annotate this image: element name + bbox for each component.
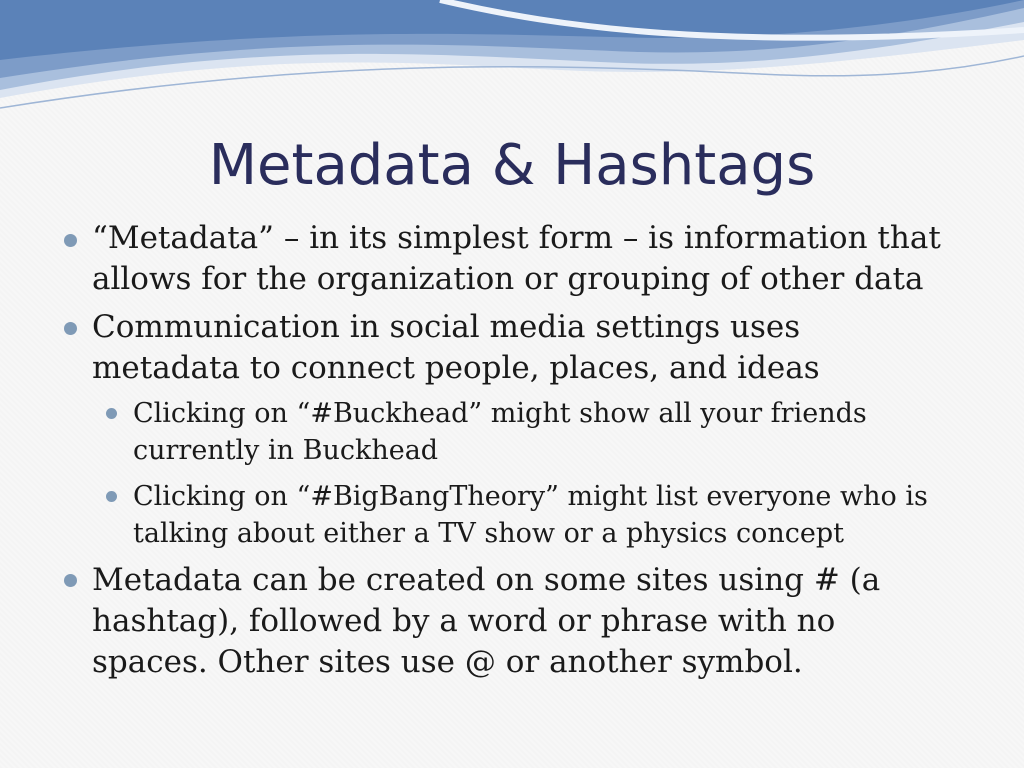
sub-bullet-icon bbox=[106, 408, 117, 419]
bullet-item: Metadata can be created on some sites using # (a hashtag), followed by a word or phrase with no spaces. Other sites use @ or another symbol. bbox=[92, 562, 881, 680]
sub-bullet-item: Clicking on “#Buckhead” might show all your friends currently in Buckhead bbox=[133, 398, 867, 466]
bullet-item: “Metadata” – in its simplest form – is information that allows for the organization or grouping of other data bbox=[92, 220, 941, 297]
bullet-icon bbox=[64, 322, 77, 335]
bullet-icon bbox=[64, 234, 77, 247]
slide-title: Metadata & Hashtags bbox=[208, 133, 816, 198]
sub-bullet-item: Clicking on “#BigBangTheory” might list everyone who is talking about either a TV show or a physics concept bbox=[133, 481, 928, 549]
bullet-icon bbox=[64, 574, 77, 587]
sub-bullet-icon bbox=[106, 491, 117, 502]
header-wave-decoration bbox=[0, 0, 1024, 120]
bullet-item: Communication in social media settings uses metadata to connect people, places, and ideas bbox=[92, 309, 820, 386]
